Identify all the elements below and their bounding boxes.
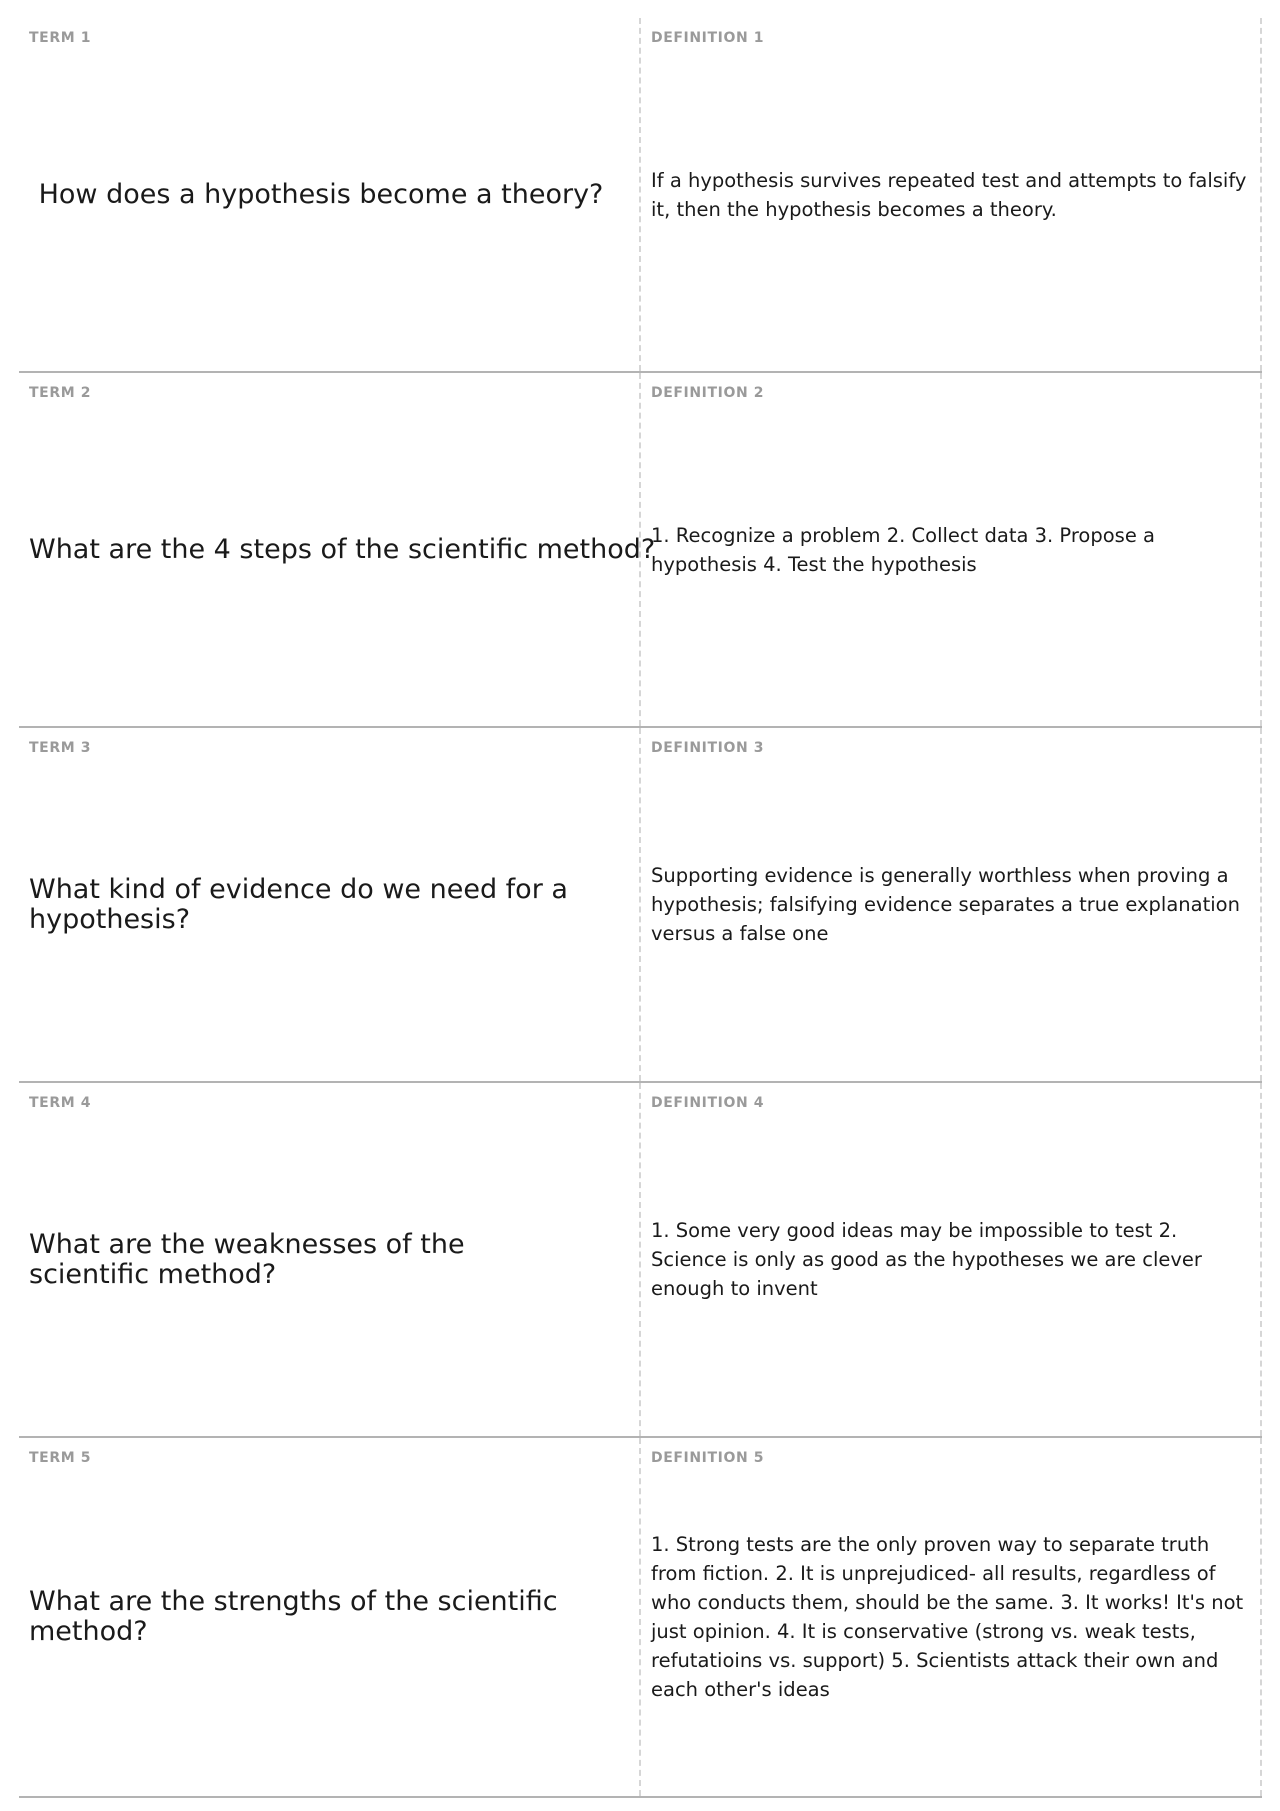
definition-cell-2: [641, 373, 1262, 726]
flashcard-sheet: [19, 18, 1262, 1798]
card-row-3: [19, 728, 1262, 1083]
term-text: What kind of evidence do we need for a hypothesis?: [29, 873, 568, 935]
term-label: TERM 3: [29, 740, 92, 756]
definition-label: DEFINITION 3: [651, 740, 765, 756]
definition-label: DEFINITION 4: [651, 1095, 765, 1111]
term-cell-3: [19, 728, 641, 1081]
term-cell-5: [19, 1438, 641, 1796]
term-cell-4: [19, 1083, 641, 1436]
term-label: TERM 2: [29, 385, 92, 401]
term-cell-1: [19, 18, 641, 371]
term-cell-2: [19, 373, 656, 726]
definition-label: DEFINITION 1: [651, 30, 765, 46]
term-text: How does a hypothesis become a theory?: [38, 178, 604, 210]
definition-label: DEFINITION 2: [651, 385, 765, 401]
definition-cell-5: [641, 1438, 1262, 1796]
definition-cell-1: [641, 18, 1262, 371]
definition-text: 1. Recognize a problem 2. Collect data 3. Propose a hypothesis 4. Test the hypothesis: [651, 523, 1155, 576]
definition-cell-3: [641, 728, 1262, 1081]
term-text: What are the 4 steps of the scientific method?: [29, 533, 656, 565]
term-label: TERM 4: [29, 1095, 92, 1111]
definition-label: DEFINITION 5: [651, 1450, 765, 1466]
definition-text: 1. Some very good ideas may be impossible to test 2. Science is only as good as the hypotheses we are clever enough to invent: [651, 1219, 1202, 1300]
card-row-2: [19, 373, 1262, 728]
definition-cell-4: [641, 1083, 1262, 1436]
term-label: TERM 1: [29, 30, 92, 46]
definition-text: 1. Strong tests are the only proven way to separate truth from fiction. 2. It is unprejudiced- all results, regardless of who conducts them, should be the same. 3. It works! It's not just opinion. 4. It is conservative (strong vs. weak tests, refutatioins vs. support) 5. Scientists attack their own and each other's ideas: [651, 1533, 1244, 1701]
card-row-4: [19, 1083, 1262, 1438]
definition-text: Supporting evidence is generally worthless when proving a hypothesis; falsifying evidence separates a true explanation versus a false one: [651, 864, 1240, 945]
card-row-1: [19, 18, 1262, 373]
card-row-5: [19, 1438, 1262, 1798]
term-label: TERM 5: [29, 1450, 92, 1466]
term-text: What are the weaknesses of the scientific method?: [29, 1228, 465, 1290]
term-text: What are the strengths of the scientific method?: [29, 1586, 558, 1647]
definition-text: If a hypothesis survives repeated test and attempts to falsify it, then the hypothesis becomes a theory.: [651, 168, 1247, 221]
